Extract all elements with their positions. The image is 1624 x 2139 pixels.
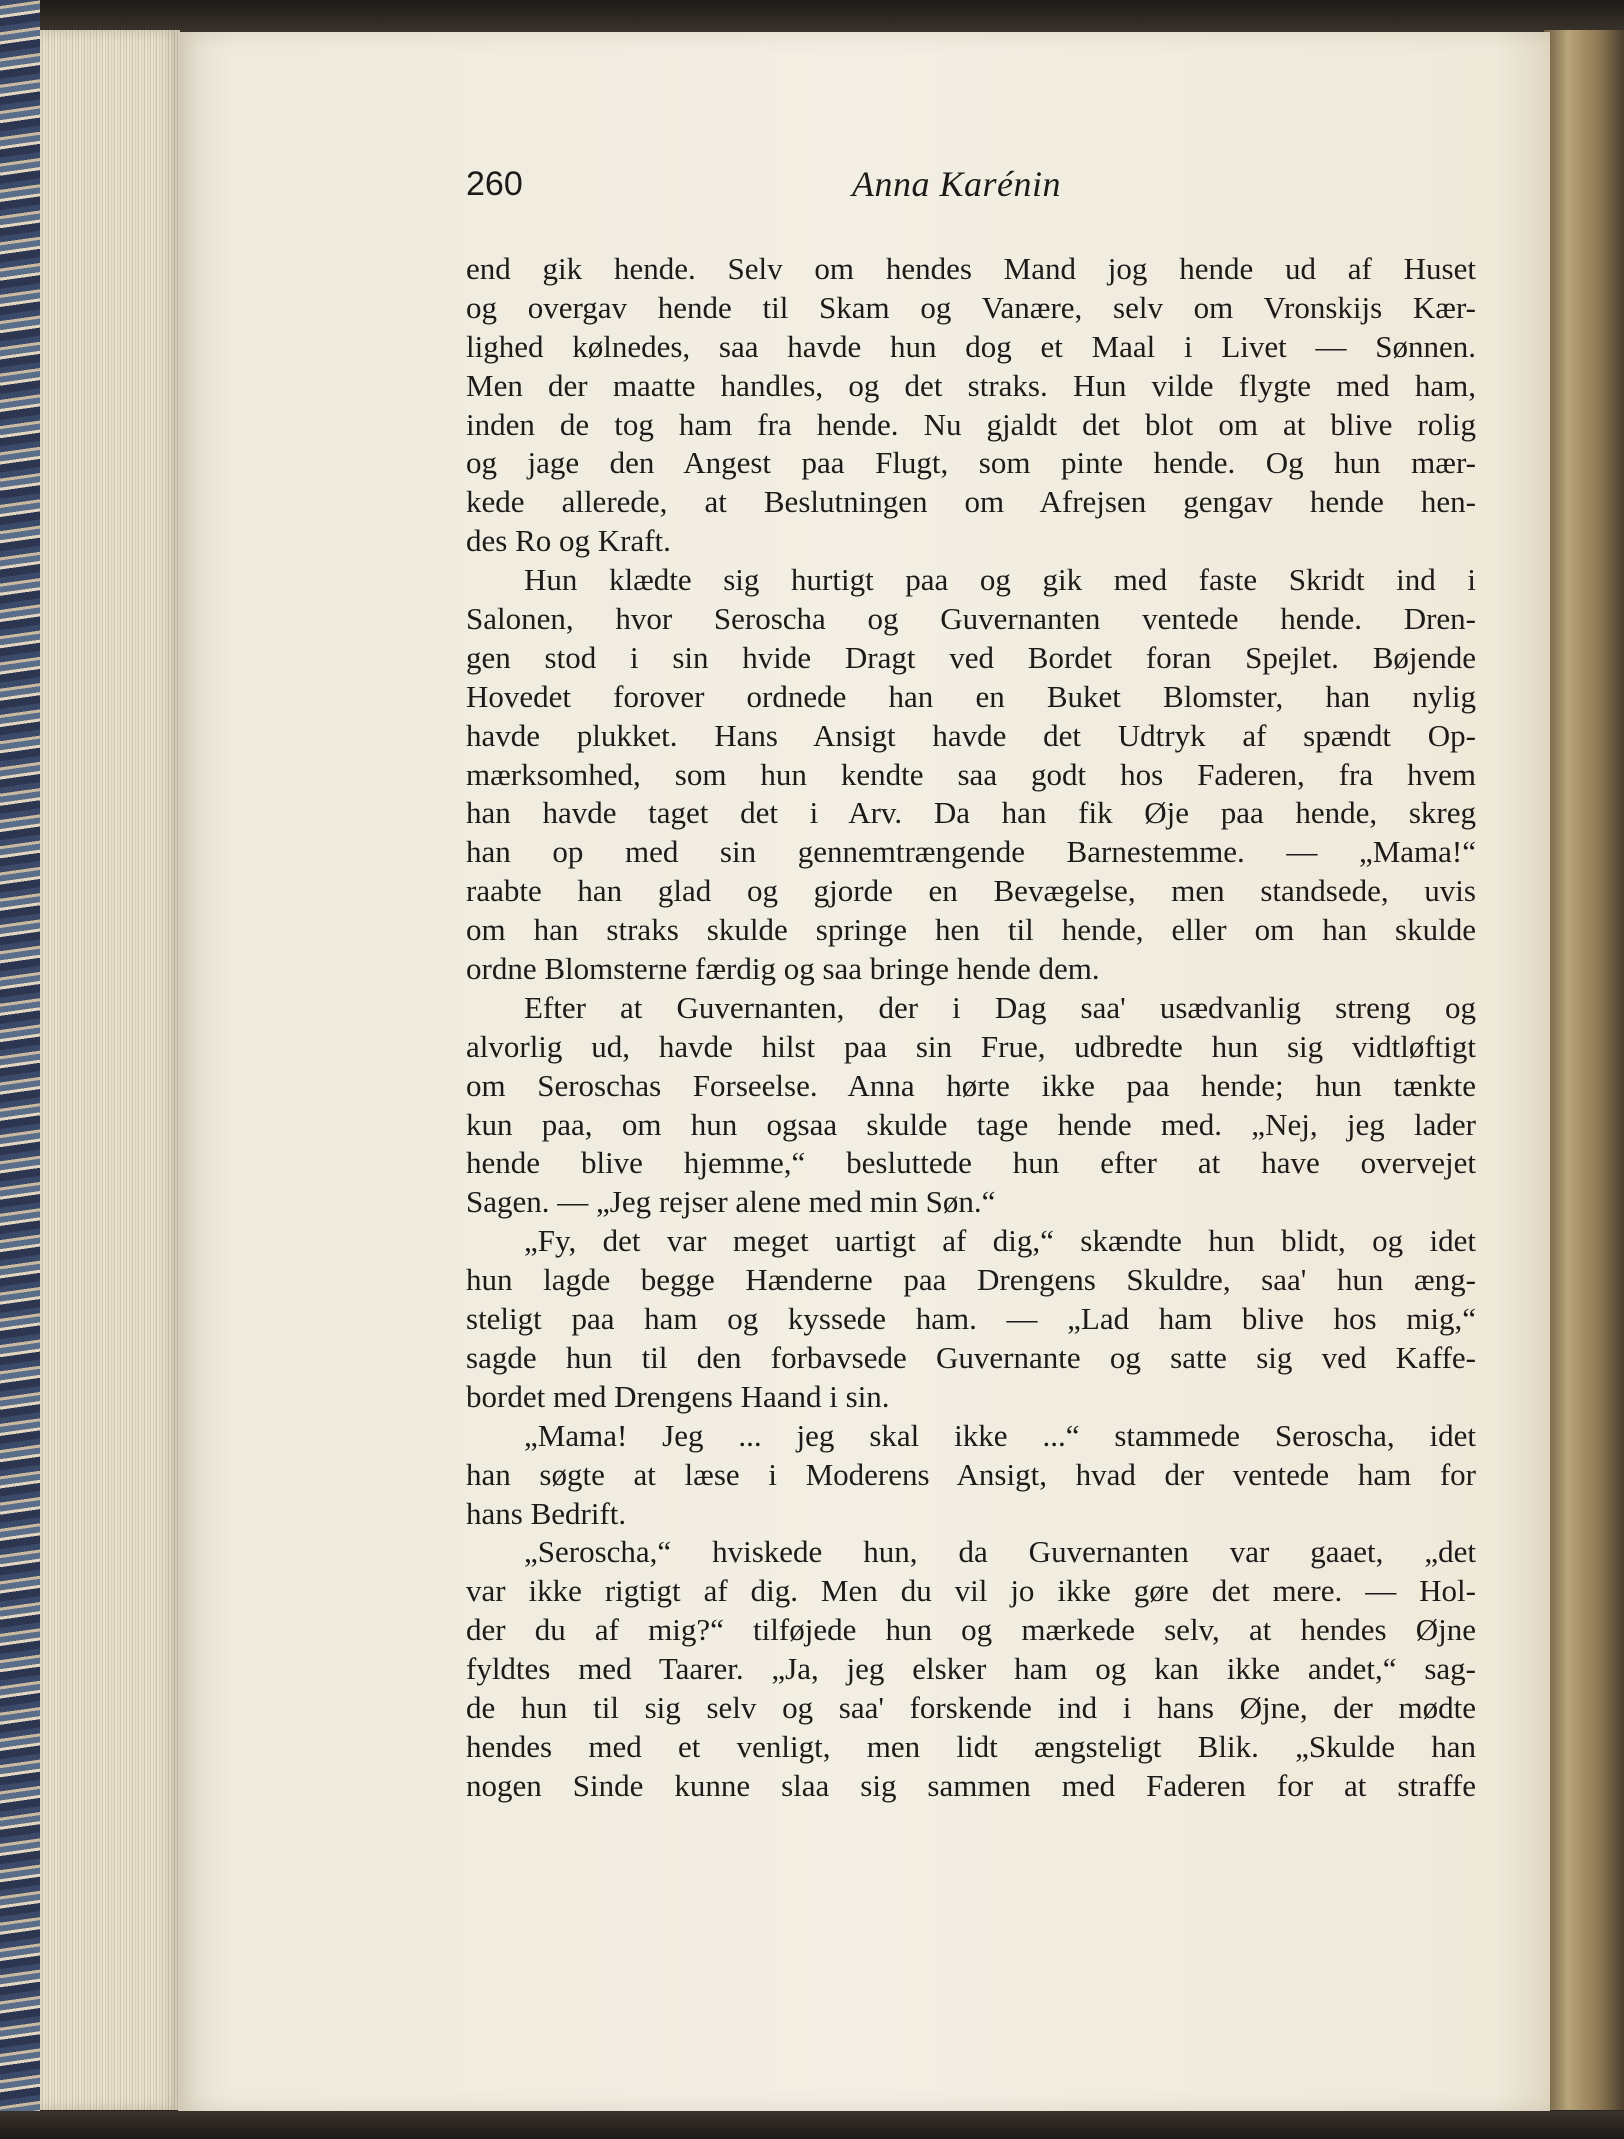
text-line: steligt paa ham og kyssede ham. — „Lad ham blive hos mig,“	[466, 1301, 1476, 1337]
text-line: „Seroscha,“ hviskede hun, da Guvernanten var gaaet, „det	[524, 1534, 1476, 1570]
page-header	[466, 160, 1096, 208]
text-line: Men der maatte handles, og det straks. Hun vilde flygte med ham,	[466, 367, 1476, 403]
text-line: var ikke rigtigt af dig. Men du vil jo ikke gøre det mere. — Hol-	[466, 1573, 1476, 1609]
body-text	[466, 250, 1476, 1806]
text-line: gen stod i sin hvide Dragt ved Bordet foran Spejlet. Bøjende	[466, 639, 1476, 675]
running-title: Anna Karénin	[852, 164, 1061, 204]
text-line: om han straks skulde springe hen til hende, eller om han skulde	[466, 912, 1476, 948]
text-line: lighed kølnedes, saa havde hun dog et Maal i Livet — Sønnen.	[466, 328, 1476, 364]
text-line: end gik hende. Selv om hendes Mand jog hende ud af Huset	[466, 251, 1476, 286]
text-line: alvorlig ud, havde hilst paa sin Frue, udbredte hun sig vidtløftigt	[466, 1028, 1476, 1064]
text-line: Hun klædte sig hurtigt paa og gik med faste Skridt ind i	[524, 562, 1476, 598]
text-line: og overgav hende til Skam og Vanære, selv om Vronskijs Kær-	[466, 289, 1476, 325]
text-line: der du af mig?“ tilføjede hun og mærkede selv, at hendes Øjne	[466, 1612, 1476, 1648]
text-line: ordne Blomsterne færdig og saa bringe hende dem.	[466, 951, 1100, 987]
text-line: Hovedet forover ordnede han en Buket Blomster, han nylig	[466, 678, 1476, 714]
text-line: bordet med Drengens Haand i sin.	[466, 1378, 890, 1414]
text-line: om Seroschas Forseelse. Anna hørte ikke paa hende; hun tænkte	[466, 1067, 1476, 1103]
text-line: mærksomhed, som hun kendte saa godt hos Faderen, fra hvem	[466, 756, 1476, 792]
text-line: han søgte at læse i Moderens Ansigt, hvad der ventede ham for	[466, 1456, 1476, 1492]
text-line: des Ro og Kraft.	[466, 523, 671, 559]
text-line: nogen Sinde kunne slaa sig sammen med Faderen for at straffe	[466, 1767, 1476, 1803]
text-line: „Fy, det var meget uartigt af dig,“ skændte hun blidt, og idet	[524, 1223, 1476, 1259]
text-line: raabte han glad og gjorde en Bevægelse, men standsede, uvis	[466, 873, 1476, 909]
next-page-edge	[1544, 30, 1624, 2110]
page-stack-edge	[40, 30, 180, 2110]
text-line: han op med sin gennemtrængende Barnestemme. — „Mama!“	[466, 834, 1476, 870]
text-line: hans Bedrift.	[466, 1495, 627, 1531]
text-line: hende blive hjemme,“ besluttede hun efter at have overvejet	[466, 1145, 1476, 1181]
text-line: han havde taget det i Arv. Da han fik Øje paa hende, skreg	[466, 795, 1476, 831]
text-line: kun paa, om hun ogsaa skulde tage hende med. „Nej, jeg lader	[466, 1106, 1476, 1142]
text-line: Efter at Guvernanten, der i Dag saa' usædvanlig streng og	[524, 989, 1476, 1025]
text-line: fyldtes med Taarer. „Ja, jeg elsker ham og kan ikke andet,“ sag-	[466, 1651, 1476, 1687]
text-line: inden de tog ham fra hende. Nu gjaldt det blot om at blive rolig	[466, 406, 1476, 442]
bottom-shadow	[0, 2111, 1624, 2139]
text-line: Salonen, hvor Seroscha og Guvernanten ventede hende. Dren-	[466, 601, 1476, 637]
text-line: havde plukket. Hans Ansigt havde det Udtryk af spændt Op-	[466, 717, 1476, 753]
page-number: 260	[466, 165, 523, 203]
marbled-edge	[0, 0, 40, 2139]
text-line: hendes med et venligt, men lidt ængsteligt Blik. „Skulde han	[466, 1728, 1476, 1764]
text-line: „Mama! Jeg ... jeg skal ikke ...“ stammede Seroscha, idet	[524, 1417, 1476, 1453]
text-line: hun lagde begge Hænderne paa Drengens Skuldre, saa' hun æng-	[466, 1262, 1476, 1298]
text-line: de hun til sig selv og saa' forskende ind i hans Øjne, der mødte	[466, 1689, 1476, 1725]
text-line: Sagen. — „Jeg rejser alene med min Søn.“	[466, 1184, 996, 1220]
text-line: sagde hun til den forbavsede Guvernante og satte sig ved Kaffe-	[466, 1339, 1476, 1375]
top-shadow	[0, 0, 1624, 32]
text-line: og jage den Angest paa Flugt, som pinte hende. Og hun mær-	[466, 445, 1476, 481]
text-line: kede allerede, at Beslutningen om Afrejsen gengav hende hen-	[466, 484, 1476, 520]
